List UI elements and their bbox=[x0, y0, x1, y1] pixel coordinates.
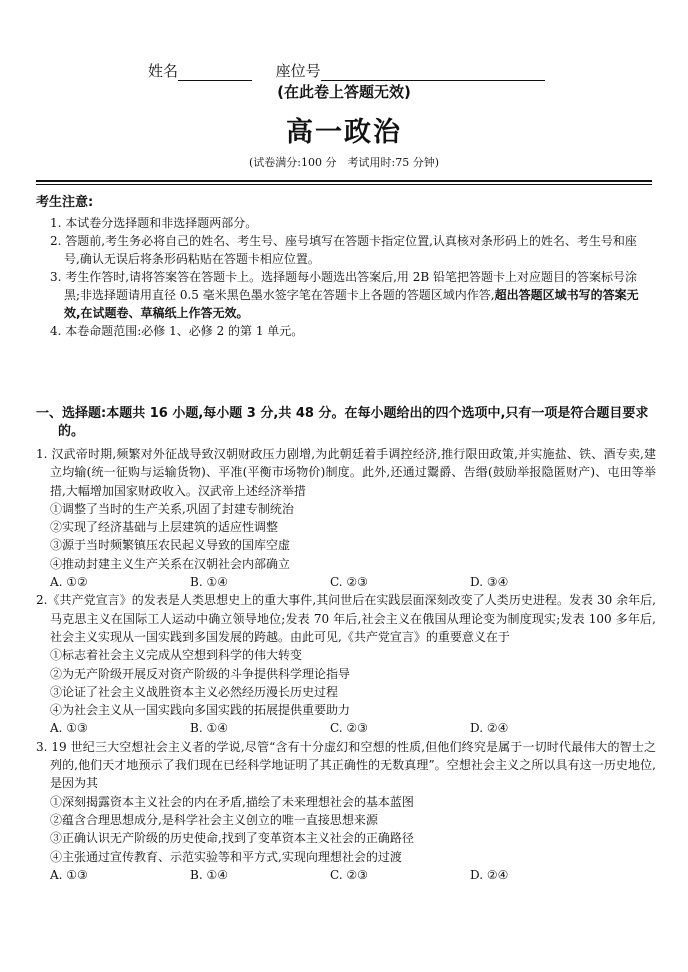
notice-item: 2. 答题前,考生务必将自己的姓名、考生号、座号填写在答题卡指定位置,认真核对条形码上的姓名、考生号和座号,确认无误后将条形码粘贴在答题卡相应位置。 bbox=[50, 234, 637, 266]
answer-invalid-warning: (在此卷上答题无效) bbox=[277, 83, 411, 101]
notice-item: 4. 本卷命题范围:必修 1、必修 2 的第 1 单元。 bbox=[50, 324, 304, 338]
header-divider-thick bbox=[36, 180, 652, 182]
choice-a[interactable]: A. ①② bbox=[50, 575, 88, 590]
question-1 bbox=[36, 445, 656, 591]
statement-option: ③源于当时频繁镇压农民起义导致的国库空虚 bbox=[50, 538, 291, 553]
question-stem: 1. 汉武帝时期,频繁对外征战导致汉朝财政压力剧增,为此朝廷着手调控经济,推行限田政策,并实施盐、铁、酒专卖,建立均输(统一征购与运输货物)、平准(平衡市场物价)制度。此外,还通过鬻爵、告缗(鼓励举报隐匿财产)、屯田等举措,大幅增加国家财政收入。汉武帝上述经济举措 bbox=[36, 447, 656, 498]
choice-c[interactable]: C. ②③ bbox=[330, 721, 368, 736]
choice-c[interactable]: C. ②③ bbox=[330, 575, 368, 590]
exam-subtitle: (试卷满分:100 分 考试用时:75 分钟) bbox=[249, 156, 439, 169]
name-blank[interactable] bbox=[178, 64, 252, 81]
seat-label: 座位号 bbox=[275, 62, 321, 80]
exam-title: 高一政治 bbox=[286, 117, 402, 148]
answer-choices bbox=[36, 866, 656, 884]
choice-b[interactable]: B. ①④ bbox=[190, 721, 228, 736]
question-stem: 2.《共产党宣言》的发表是人类思想史上的重大事件,其问世后在实践层面深刻改变了人类历史进程。发表 30 余年后,马克思主义在国际工人运动中确立领导地位;发表 70 年后,社会主义在俄国从理论变为制度现实;发表 100 多年后,社会主义实现从一国实践到多国发展的跨越。由此可见,《共产党宣言》的重要意义在于 bbox=[36, 593, 656, 644]
section-heading: 一、选择题:本题共 16 小题,每小题 3 分,共 48 分。在每小题给出的四个选项中,只有一项是符合题目要求的。 bbox=[36, 406, 649, 439]
statement-option: ②为无产阶级开展反对资产阶级的斗争提供科学理论指导 bbox=[50, 666, 351, 681]
statement-option: ②实现了经济基础与上层建筑的适应性调整 bbox=[50, 520, 279, 535]
statement-option: ②蕴含合理思想成分,是科学社会主义创立的唯一直接思想来源 bbox=[50, 812, 378, 827]
candidate-info-line bbox=[148, 60, 545, 81]
choice-b[interactable]: B. ①④ bbox=[190, 867, 228, 882]
notice-item: 1. 本试卷分选择题和非选择题两部分。 bbox=[50, 216, 258, 230]
statement-option: ④为社会主义从一国实践向多国实践的拓展提供重要助力 bbox=[50, 703, 351, 718]
choice-d[interactable]: D. ②④ bbox=[470, 721, 509, 736]
choice-b[interactable]: B. ①④ bbox=[190, 575, 228, 590]
notice-item bbox=[36, 268, 652, 322]
candidate-notice bbox=[36, 194, 652, 340]
statement-option: ①深刻揭露资本主义社会的内在矛盾,描绘了未来理想社会的基本蓝图 bbox=[50, 794, 414, 809]
notice-item-text: 3. 考生作答时,请将答案答在答题卡上。选择题每小题选出答案后,用 2B 铅笔把答题卡上对应题目的答案标号涂黑;非选择题请用直径 0.5 毫米黑色墨水签字笔在答题卡上各题的答题区域内作答, bbox=[50, 270, 637, 302]
choice-d[interactable]: D. ②④ bbox=[470, 867, 509, 882]
answer-choices bbox=[36, 719, 656, 737]
statement-option: ③论证了社会主义战胜资本主义必然经历漫长历史过程 bbox=[50, 684, 339, 699]
statement-option: ①调整了当时的生产关系,巩固了封建专制统治 bbox=[50, 501, 294, 516]
name-label: 姓名 bbox=[148, 62, 179, 80]
choice-a[interactable]: A. ①③ bbox=[50, 867, 88, 882]
statement-option: ④主张通过宣传教育、示范实验等和平方式,实现向理想社会的过渡 bbox=[50, 849, 402, 864]
seat-blank[interactable] bbox=[321, 64, 545, 81]
question-stem: 3. 19 世纪三大空想社会主义者的学说,尽管“含有十分虚幻和空想的性质,但他们终究是属于一切时代最伟大的智士之列的,他们天才地预示了我们现在已经科学地证明了其正确性的无数真理”。空想社会主义之所以具有这一历史地位,是因为其 bbox=[36, 739, 656, 791]
choice-c[interactable]: C. ②③ bbox=[330, 867, 368, 882]
question-2 bbox=[36, 591, 656, 737]
header-divider-thin bbox=[36, 184, 652, 185]
statement-option: ③正确认识无产阶级的历史使命,找到了变革资本主义社会的正确路径 bbox=[50, 831, 414, 846]
notice-heading: 考生注意: bbox=[36, 195, 94, 210]
choice-a[interactable]: A. ①③ bbox=[50, 721, 88, 736]
statement-option: ④推动封建主义生产关系在汉朝社会内部确立 bbox=[50, 556, 291, 571]
answer-choices bbox=[36, 573, 656, 591]
notice-item-emphasis: 超出答题区域书写的答案无效,在试题卷、草稿纸上作答无效。 bbox=[64, 288, 639, 320]
question-3 bbox=[36, 738, 656, 884]
choice-d[interactable]: D. ③④ bbox=[470, 575, 509, 590]
choice-section bbox=[36, 405, 656, 884]
statement-option: ①标志着社会主义完成从空想到科学的伟大转变 bbox=[50, 648, 303, 663]
